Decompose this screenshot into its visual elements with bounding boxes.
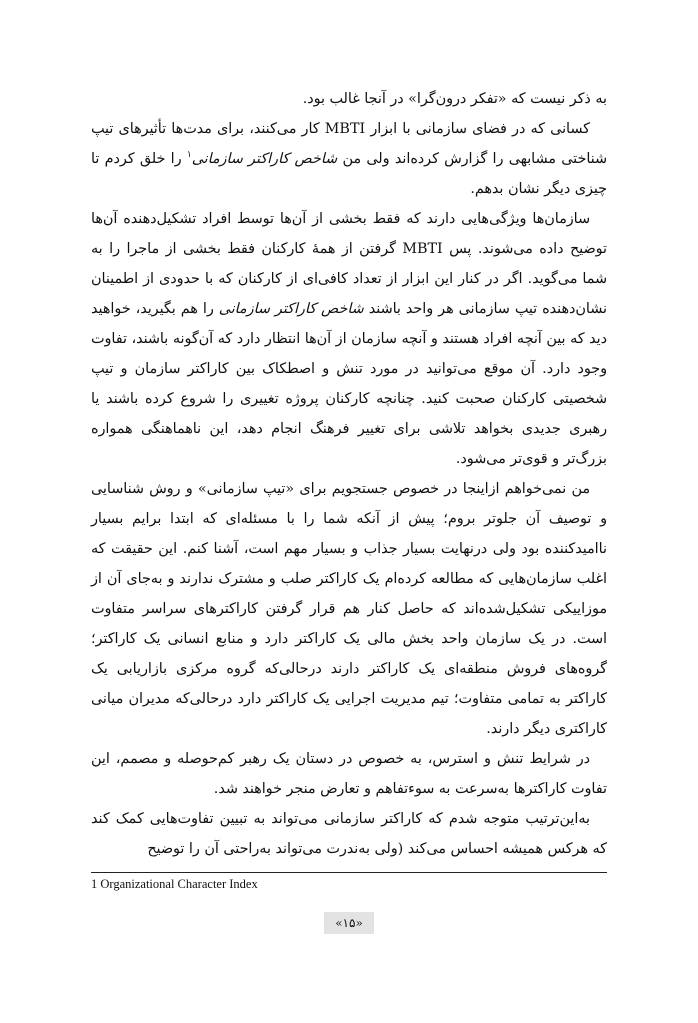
paragraph-2-text-a: کسانی که در فضای سازمانی با ابزار MBTI کار می‌کنند، برای مدت‌ها تأثیرهای تیپ شناختی مشابهی را گزارش کرده‌اند ولی من xyxy=(91,121,607,167)
paragraph-3-text-b: را هم بگیرید، خواهید دید که بین آنچه افراد هستند و آنچه سازمان از آن‌ها انتظار دارد که آن‌گونه باشند، تفاوت وجود دارد. آن موقع می‌توانید در مورد تنش و اصطکاک بین کاراکتر سازمان و تیپ شخصیتی کارکنان صحبت کنید. چنانچه کارکنان پروژه تغییری را شروع کرده باشند یا رهبری جدیدی بخواهد تلاشی برای تغییر فرهنگ انجام دهد، این ناهماهنگی همواره بزرگ‌تر و قوی‌تر می‌شود. xyxy=(91,301,607,467)
paragraph-4: من نمی‌خواهم ازاینجا در خصوص جستجویم برای «تیپ سازمانی» و روش شناسایی و توصیف آن جلوتر بروم؛ پیش از آنکه شما را با مسئله‌ای که ابتدا برایم بسیار ناامیدکننده بود ولی درنهایت بسیار جذاب و بسیار مهم است، آشنا کنم. این حقیقت که اغلب سازمان‌هایی که مطالعه کرده‌ام یک کاراکتر صلب و مشترک ندارند و به‌جای آن از موزاییکی تشکیل‌شده‌اند که حاصل کنار هم قرار گرفتن کاراکترهای سراسر متفاوت است. در یک سازمان واحد بخش مالی یک کاراکتر دارد و منابع انسانی یک کاراکتر؛ گروه‌های فروش منطقه‌ای یک کاراکتر دارند درحالی‌که گروه مرکزی بازاریابی یک کاراکتر به تمامی متفاوت؛ تیم مدیریت اجرایی یک کاراکتر دارد درحالی‌که مدیران میانی کاراکتری دیگر دارند. xyxy=(91,481,607,737)
body-text xyxy=(91,84,607,864)
paragraph-2-text-b: را خلق کردم تا چیزی دیگر نشان بدهم. xyxy=(91,151,607,197)
footnote-divider xyxy=(91,872,607,873)
footnote-reference[interactable]: ۱ xyxy=(186,150,192,161)
paragraph-2 xyxy=(91,114,607,204)
page-number: «۱۵» xyxy=(324,912,374,934)
paragraph-5: در شرایط تنش و استرس، به خصوص در دستان یک رهبر کم‌حوصله و مصمم، این تفاوت کاراکترها به‌سرعت به سوءتفاهم و تعارض منجر خواهند شد. xyxy=(91,751,607,797)
paragraph-3 xyxy=(91,204,607,474)
footnote: 1 Organizational Character Index xyxy=(91,877,258,891)
paragraph-3-text-a: سازمان‌ها ویژگی‌هایی دارند که فقط بخشی از آن‌ها توسط افراد تشکیل‌دهنده آن‌ها توضیح داده می‌شوند. پس MBTI گرفتن از همهٔ کارکنان فقط بخشی از ماجرا را به شما می‌گوید. اگر در کنار این ابزار از تعداد کافی‌ای از کارکنان که با حدودی از اطمینان نشان‌دهنده تیپ سازمانی هر واحد باشند xyxy=(91,211,607,317)
italic-term: شاخص کاراکتر سازمانی xyxy=(191,151,338,167)
italic-term: شاخص کاراکتر سازمانی xyxy=(218,301,364,317)
paragraph-6: به‌این‌ترتیب متوجه شدم که کاراکتر سازمانی می‌تواند به تبیین تفاوت‌هایی کمک کند که هرکس همیشه احساس می‌کند (ولی به‌ندرت می‌تواند به‌راحتی آن را توضیح xyxy=(91,811,607,857)
paragraph-1: به ذکر نیست که «تفکر درون‌گرا» در آنجا غالب بود. xyxy=(302,91,607,107)
